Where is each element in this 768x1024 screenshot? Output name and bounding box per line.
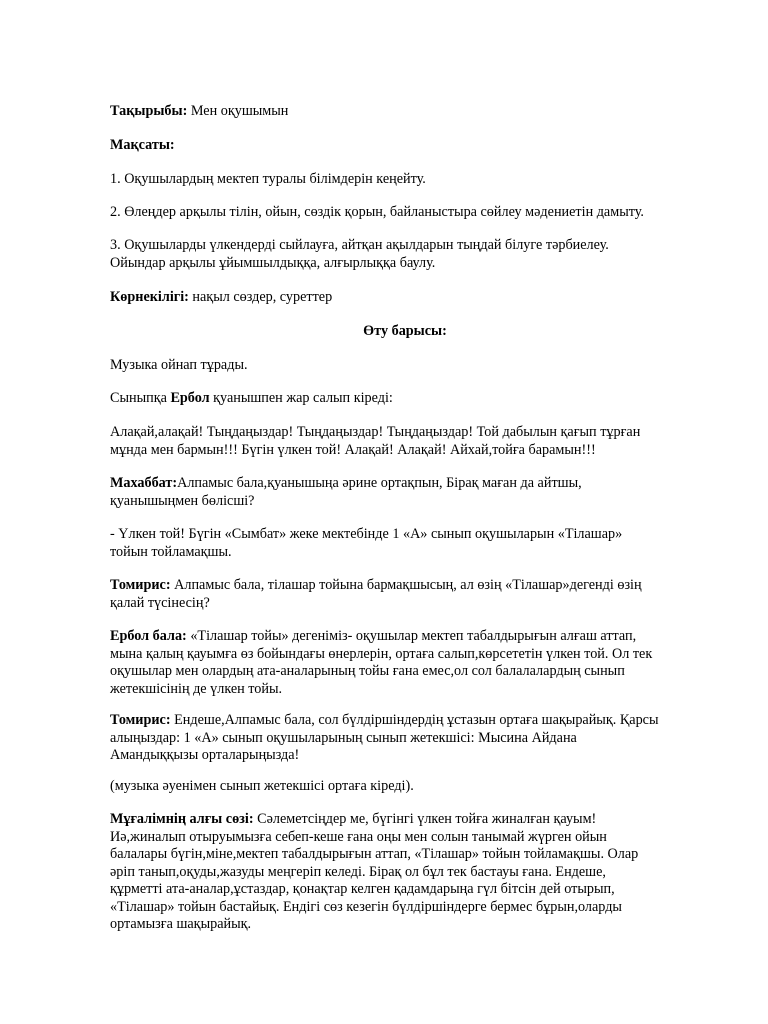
- goal-item-2: 2. Өлеңдер арқылы тілін, ойын, сөздік қорын, байланыстыра сөйлеу мәдениетін дамыту.: [110, 204, 644, 220]
- big-feast-paragraph: [110, 526, 700, 561]
- erbol-answer-label: Ербол бала:: [110, 628, 187, 644]
- teacher-speech-line-2: Иә,жиналып отыруымызға себеп-кеше ғана оңы мен солын танымай жүрген ойын: [110, 828, 607, 845]
- tomiris-label-2: Томирис:: [110, 712, 171, 728]
- mahabbat-paragraph: [110, 475, 700, 510]
- teacher-speech-label: Мұғалімнің алғы сөзі:: [110, 811, 254, 827]
- goal-item-3-line-1: 3. Оқушыларды үлкендерді сыйлауға, айтқан ақылдарын тыңдай білуге тәрбиелеу.: [110, 237, 609, 253]
- teacher-speech-line-3: балалары бүгін,міне,мектеп табалдырығын аттап, «Тілашар» тойын тойламақшы. Олар: [110, 846, 639, 862]
- erbol-shout-line-1: Алақай,алақай! Тыңдаңыздар! Тыңдаңыздар! Тыңдаңыздар! Той дабылын қағып тұрған: [110, 424, 641, 440]
- big-feast-line-1: - Үлкен той! Бүгін «Сымбат» жеке мектебінде 1 «А» сынып оқушыларын «Тілашар»: [110, 526, 623, 542]
- erbol-shout: [110, 424, 700, 459]
- erbol-answer-line-4: жетекшісінің де үлкен тойы.: [110, 680, 283, 697]
- goal-item-1: 1. Оқушылардың мектеп туралы білімдерін кеңейту.: [110, 171, 426, 187]
- music-line: Музыка ойнап тұрады.: [110, 357, 248, 373]
- teacher-speech-line-1: Сәлеметсіңдер ме, бүгінгі үлкен тойға жиналған қауым!: [253, 811, 597, 827]
- tomiris-paragraph-1: [110, 577, 700, 612]
- visuals-line: [110, 289, 700, 307]
- topic-label: Тақырыбы:: [110, 103, 188, 119]
- tomiris-2-line-2: алыңыздар: 1 «А» сынып оқушыларының сынып жетекшісі: Мысина Айдана: [110, 729, 577, 746]
- visuals-label: Көрнекілігі:: [110, 289, 189, 305]
- erbol-shout-line-2: мұнда мен бармын!!! Бүгін үлкен той! Алақай! Алақай! Айхай,тойға барамын!!!: [110, 441, 596, 458]
- erbol-intro-pre: Сыныпқа: [110, 390, 171, 406]
- goals-label: Мақсаты:: [110, 137, 175, 153]
- erbol-answer-paragraph: [110, 628, 700, 698]
- erbol-answer-line-1: «Тілашар тойы» дегеніміз- оқушылар мектеп табалдырығын алғаш аттап,: [186, 628, 637, 644]
- goal-item-3-line-2: Ойындар арқылы ұйымшылдыққа, алғырлыққа баулу.: [110, 254, 436, 271]
- tomiris-paragraph-2: [110, 712, 700, 765]
- erbol-answer-line-3: оқушылар мен олардың ата-аналарының тойы ғана емес,ол сол балалалардың сынып: [110, 663, 625, 679]
- topic-line: [110, 103, 700, 121]
- music-teacher-line: (музыка әуенімен сынып жетекшісі ортаға кіреді).: [110, 778, 414, 794]
- tomiris-2-line-3: Амандыққызы орталарыңызда!: [110, 747, 300, 763]
- tomiris-label-1: Томирис:: [110, 577, 171, 593]
- erbol-intro: [110, 390, 700, 408]
- erbol-answer-line-2: мына қалың қауымға өз бойындағы өнерлерін, ортаға салып,көрсететін үлкен той. Ол тек: [110, 645, 653, 662]
- mahabbat-line-1: Алпамыс бала,қуанышыңа әрине ортақпын, Бірақ маған да айтшы,: [177, 475, 582, 491]
- visuals-text: нақыл сөздер, суреттер: [188, 289, 333, 305]
- tomiris-1-line-1: Алпамыс бала, тілашар тойына бармақшысың, ал өзің «Тілашар»дегенді өзің: [170, 577, 642, 593]
- goal-item-3: [110, 237, 700, 272]
- big-feast-line-2: тойын тойламақшы.: [110, 543, 232, 560]
- tomiris-2-line-1: Ендеше,Алпамыс бала, сол бүлдіршіндердің ұстазын ортаға шақырайық. Қарсы: [170, 712, 659, 728]
- teacher-speech-line-6: «Тілашар» тойын бастайық. Ендігі сөз кезегін бүлдіршіндерге бермес бұрын,оларды: [110, 898, 622, 915]
- teacher-speech-line-7: ортамызға шақырайық.: [110, 916, 252, 932]
- mahabbat-line-2: қуанышыңмен бөлісші?: [110, 492, 255, 509]
- mahabbat-label: Махаббат:: [110, 475, 178, 491]
- tomiris-1-line-2: қалай түсінесің?: [110, 594, 210, 611]
- erbol-intro-post: қуанышпен жар салып кіреді:: [209, 390, 393, 406]
- progress-heading: Өту барысы:: [363, 323, 447, 339]
- erbol-intro-name: Ербол: [170, 390, 210, 406]
- teacher-speech-paragraph: [110, 811, 700, 934]
- topic-text: Мен оқушымын: [187, 103, 289, 119]
- teacher-speech-line-5: құрметті ата-аналар,ұстаздар, қонақтар келген қадамдарыңа гүл бітсін дей отырып,: [110, 881, 615, 897]
- teacher-speech-line-4: әріп танып,оқуды,жазуды меңгеріп келеді. Бірақ ол бұл тек бастауы ғана. Ендеше,: [110, 863, 606, 880]
